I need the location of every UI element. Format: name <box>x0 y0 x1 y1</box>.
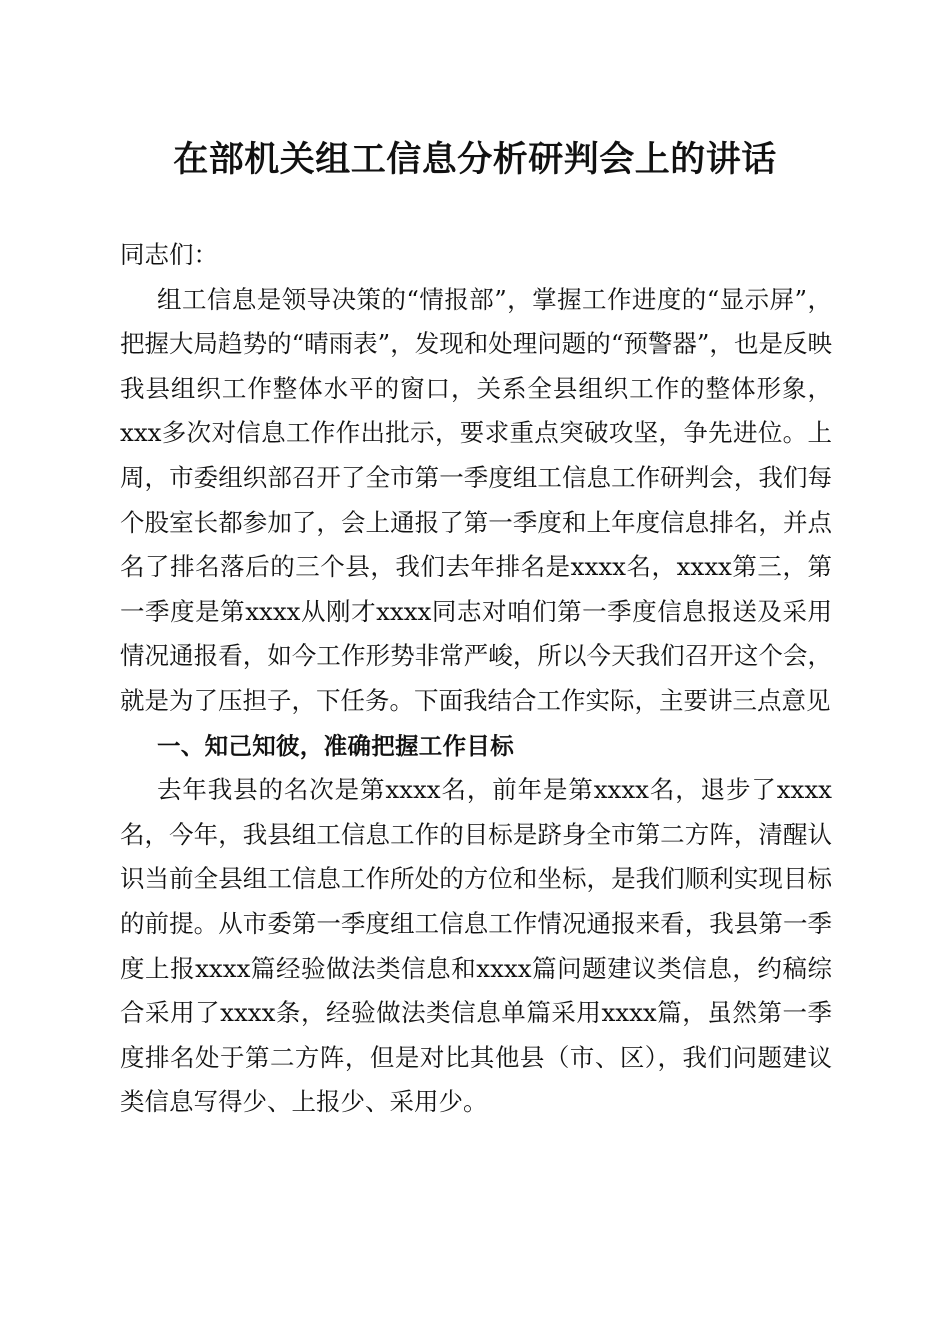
section-paragraph: 去年我县的名次是第xxxx名，前年是第xxxx名，退步了xxxx名，今年，我县组工信息工作的目标是跻身全市第二方阵，清醒认识当前全县组工信息工作所处的方位和坐标，是我们顺利实现目标的前提。从市委第一季度组工信息工作情况通报来看，我县第一季度上报xxxx篇经验做法类信息和xxxx篇问题建议类信息，约稿综合采用了xxxx条，经验做法类信息单篇采用xxxx篇，虽然第一季度排名处于第二方阵，但是对比其他县（市、区），我们问题建议类信息写得少、上报少、采用少。 <box>120 775 832 1117</box>
section-heading: 一、知己知彼，准确把握工作目标 <box>157 731 514 760</box>
salutation: 同志们： <box>120 240 218 269</box>
document-title: 在部机关组工信息分析研判会上的讲话 <box>173 139 777 180</box>
intro-paragraph: 组工信息是领导决策的“情报部”，掌握工作进度的“显示屏”，把握大局趋势的“晴雨表”，发现和处理问题的“预警器”，也是反映我县组织工作整体水平的窗口，关系全县组织工作的整体形象，xxx多次对信息工作作出批示，要求重点突破攻坚，争先进位。上周，市委组织部召开了全市第一季度组工信息工作研判会，我们每个股室长都参加了，会上通报了第一季度和上年度信息排名，并点名了排名落后的三个县，我们去年排名是xxxx名，xxxx第三，第一季度是第xxxx从刚才xxxx同志对咱们第一季度信息报送及采用情况通报看，如今工作形势非常严峻，所以今天我们召开这个会，就是为了压担子，下任务。下面我结合工作实际，主要讲三点意见 <box>120 284 832 715</box>
document-body <box>120 233 832 1125</box>
